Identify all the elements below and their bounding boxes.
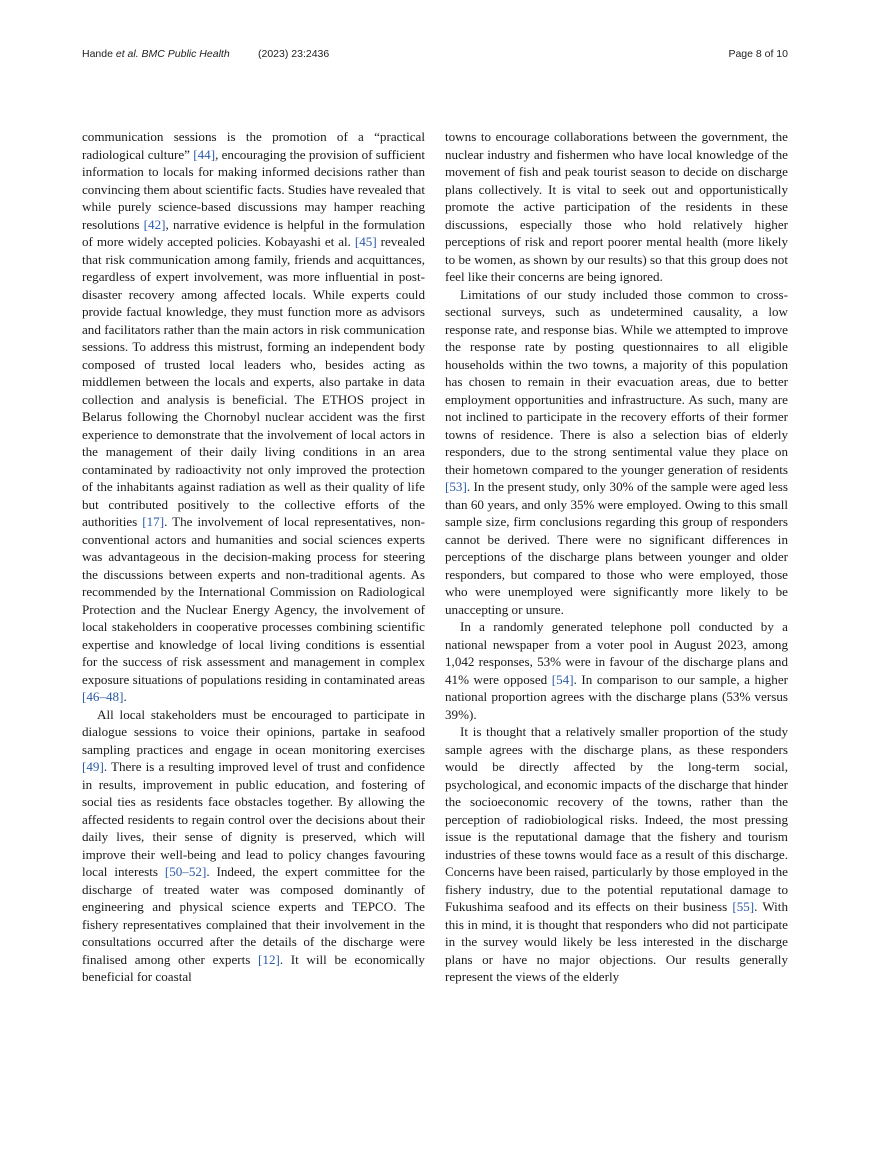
citation-link[interactable]: [45] — [354, 234, 377, 249]
body-paragraph — [445, 286, 788, 619]
body-paragraph — [445, 723, 788, 986]
page-number: Page 8 of 10 — [728, 48, 788, 60]
paragraph-text: . Indeed, the expert committee for the discharge of treated water was composed dominantly of engineering and physical science experts and TEPCO. The fishery representatives complained that their involvement in the consultations occurred after the details of the discharge were finalised among other experts — [82, 864, 425, 967]
paragraph-text: , encouraging the provision of sufficient information to locals for making informed decisions rather than convincing them about scientific facts. Studies have revealed that while purely science-based discussions may hamper reaching resolutions — [82, 146, 426, 232]
citation-link[interactable]: [53] — [445, 479, 467, 494]
citation-link[interactable]: [12] — [258, 951, 280, 967]
citation-link[interactable]: [42] — [143, 216, 166, 232]
paragraph-text: It is thought that a relatively smaller proportion of the study sample agrees with the discharge plans, as these responders would be directly affected by the long-term social, psychological, and economic impacts of the discharge that hinder the socioeconomic recovery of the towns, rather than the perception of radiobiological risks. Indeed, the most pressing issue is the reputational damage that the fishery and tourism industries of these towns would face as a result of this discharge. Concerns have been raised, particularly by those employed in the fishery industry, due to the potential reputational damage to Fukushima seafood and its effects on their business — [445, 724, 788, 914]
paragraph-text: . With this in mind, it is thought that responders who did not participate in the survey would likely be less interested in the discharge plans or have no major objections. Our results generally represent the views of the elderly — [445, 899, 788, 984]
body-paragraph — [445, 128, 788, 286]
paragraph-text: All local stakeholders must be encouraged to participate in dialogue sessions to voice their opinions, partake in seafood sampling practices and engage in ocean monitoring exercises — [82, 706, 425, 757]
paragraph-text: revealed that risk communication among family, friends and acquittances, regardless of expert involvement, was more influential in post-disaster recovery among affected locals. While experts could provide factual knowledge, they must function more as advisors and facilitators rather than the main actors in risk communication sessions. To address this mistrust, forming an independent body composed of trusted local leaders who, besides acting as middlemen between the locals and experts, also partake in data collection and analysis is beneficial. The ETHOS project in Belarus following the Chornobyl nuclear accident was the first experience to demonstrate that the involvement of local actors in the management of their daily living conditions in an area contaminated by radioactivity not only improved the protection of the inhabitants against radiation as well as their quality of life but contributed positively to the collective efforts of the authorities — [82, 234, 425, 529]
body-paragraph — [82, 128, 425, 706]
paragraph-text: communication sessions is the promotion of a “practical radiological culture” — [82, 129, 425, 162]
paragraph-text: Limitations of our study included those common to cross-sectional surveys, such as undetermined causality, a low response rate, and response bias. While we attempted to improve the response rate by posting questionnaires to all eligible households within the two towns, a majority of this population has chosen to remain in their evacuation areas, due to better employment opportunities and infrastructure. As such, many are not inclined to participate in the recovery efforts of their former towns of residence. There is also a selection bias of elderly responders, due to the strong sentimental value they place on their hometown compared to the younger generation of residents — [445, 286, 788, 477]
left-column — [82, 128, 425, 986]
paragraph-text: . There is a resulting improved level of trust and confidence in results, improvement in public education, and fostering of social ties as residents face obstacles together. By allowing the affected residents to regain control over the decisions about their daily lives, their sense of dignity is preserved, which will improve their well-being and lead to policy changes favouring local interests — [82, 759, 425, 879]
right-column — [445, 128, 788, 986]
author-prefix: Hande — [82, 48, 116, 60]
paragraph-text: . — [123, 689, 127, 704]
journal-name: et al. BMC Public Health — [115, 48, 230, 60]
paragraph-text: . In comparison to our sample, a higher national proportion agrees with the discharge plans (53% versus 39%). — [445, 671, 788, 722]
citation-link[interactable]: [17] — [142, 514, 165, 529]
running-header — [82, 48, 788, 64]
body-paragraph — [445, 618, 788, 723]
citation-link[interactable]: [55] — [732, 899, 755, 914]
paragraph-text: . In the present study, only 30% of the sample were aged less than 60 years, and only 35% were employed. Owing to this small sample size, firm conclusions regarding this group of responders cannot be derived. There were no significant differences in perceptions of the discharge plans between younger and older responders, but compared to those who were employed, those who were unemployed were significantly more likely to be unaccepting or unsure. — [445, 479, 788, 617]
paragraph-text: towns to encourage collaborations between the government, the nuclear industry and fishermen who have local knowledge of the movement of fish and peak tourist season to decide on discharge plans collectively. It is vital to seek out and opportunistically promote the active participation of the residents in these discussions, especially those who hold relatively higher perceptions of risk and report poorer mental health (more likely to be women, as shown by our results) so that this group does not feel like their concerns are being ignored. — [445, 129, 788, 284]
paragraph-text: . The involvement of local representatives, non-conventional actors and humanities and social sciences experts was advantageous in the decision-making process for steering the discussions between experts and non-traditional agents. As recommended by the International Commission on Radiological Protection and the Nuclear Energy Agency, the involvement of local stakeholders in cooperative processes combining scientific expertise and knowledge of local living conditions is essential for the success of risk assessment and management in complex exposure situations of populations residing in contaminated areas — [82, 514, 425, 687]
journal-citation — [82, 48, 230, 60]
citation-link[interactable]: [46–48] — [82, 689, 124, 704]
paragraph-text: In a randomly generated telephone poll conducted by a national newspaper from a voter pool in August 2023, among 1,042 responses, 53% were in favour of the discharge plans and 41% were opposed — [445, 619, 788, 687]
paragraph-text: . It will be economically beneficial for coastal — [82, 951, 425, 984]
citation-link[interactable]: [49] — [82, 759, 104, 774]
citation-link[interactable]: [44] — [193, 146, 216, 162]
paragraph-text: , narrative evidence is helpful in the formulation of more widely accepted policies. Kobayashi et al. — [82, 216, 425, 249]
body-paragraph — [82, 706, 425, 986]
volume-info: (2023) 23:2436 — [258, 48, 330, 60]
citation-link[interactable]: [50–52] — [164, 864, 207, 879]
citation-link[interactable]: [54] — [551, 671, 574, 687]
